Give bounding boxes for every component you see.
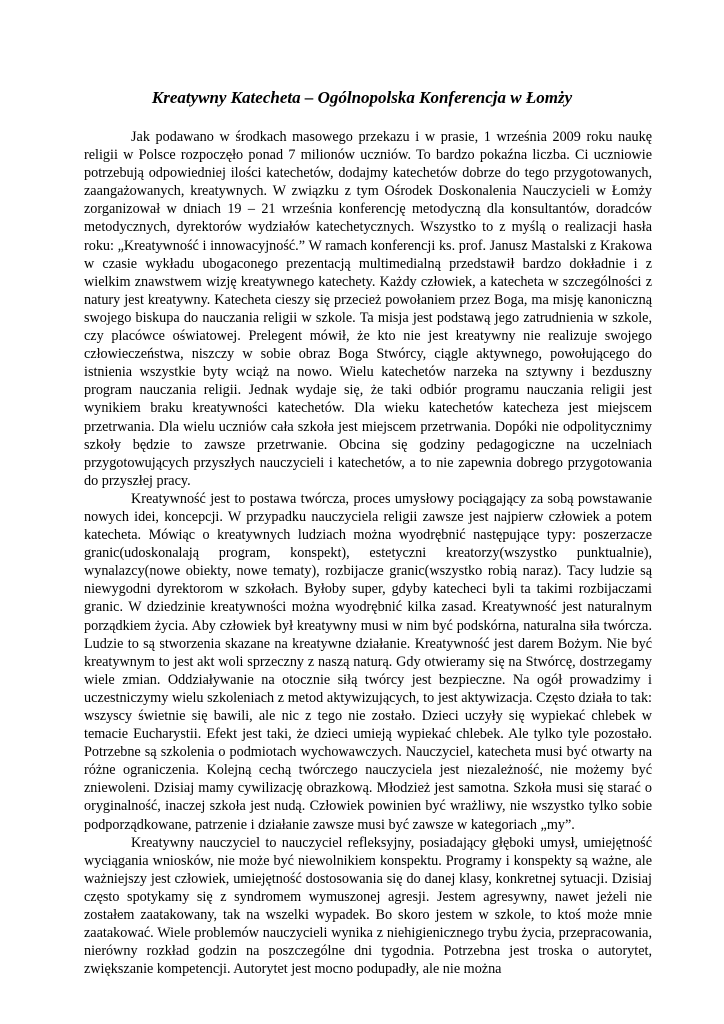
paragraph: Jak podawano w środkach masowego przekazu i w prasie, 1 września 2009 roku naukę religii w Polsce rozpoczęło ponad 7 milionów uczniów. To bardzo pokaźna liczba. Ci uczniowie potrzebują odpowiedniej ilości katechetów, dodajmy katechetów dobrze do tego przygotowanych, zaangażowanych, kreatywnych. W związku z tym Ośrodek Doskonalenia Nauczycieli w Łomży zorganizował w dniach 19 – 21 września konferencję metodyczną dla konsultantów, doradców metodycznych, dyrektorów wydziałów katechetycznych. Wszystko to z myślą o realizacji hasła roku: „Kreatywność i innowacyjność.” W ramach konferencji ks. prof. Janusz Mastalski z Krakowa w czasie wykładu ubogaconego prezentacją multimedialną przedstawił bardzo dokładnie i z wielkim znawstwem wizję kreatywnego katechety. Każdy człowiek, a katecheta w szczególności z natury jest kreatywny. Katecheta cieszy się przecież powołaniem przez Boga, ma misję kanoniczną swojego biskupa do nauczania religii w szkole. Ta misja jest podstawą jego zatrudnienia w szkole, czy placówce oświatowej. Prelegent mówił, że kto nie jest kreatywny nie realizuje swojego człowieczeństwa, niszczy w sobie obraz Boga Stwórcy, ciągle aktywnego, powołującego do istnienia wszystkie byty wciąż na nowo. Wielu katechetów narzeka na sztywny i bezduszny program nauczania religii. Jednak wydaje się, że taki odbiór programu nauczania religii jest wynikiem braku kreatywności katechetów. Dla wieku katechetów katecheza jest miejscem przetrwania. Dla wielu uczniów cała szkoła jest miejscem przetrwania. Dopóki nie odpolitycznimy szkoły będzie to zawsze przetrwanie. Obcina się godziny pedagogiczne na uczelniach przygotowujących przyszłych nauczycieli i katechetów, a to nie zapewnia dobrego przygotowania do przyszłej pracy. [84,129,652,489]
article-body [84,128,652,978]
paragraph: Kreatywność jest to postawa twórcza, proces umysłowy pociągający za sobą powstawanie nowych idei, koncepcji. W przypadku nauczyciela religii zawsze jest najpierw człowiek a potem katecheta. Mówiąc o kreatywnych ludziach można wyodrębnić następujące typy: poszerzacze granic(udoskonalają program, konspekt), estetyczni kreatorzy(wszystko punktualnie), wynalazcy(nowe obiekty, nowe tematy), rozbijacze granic(wszystko robią naraz). Tacy ludzie są niewygodni dyrektorom w szkołach. Byłoby super, gdyby katecheci byli ta takimi rozbijaczami granic. W dziedzinie kreatywności można wyodrębnić kilka zasad. Kreatywność jest naturalnym porządkiem życia. Aby człowiek był kreatywny musi w nim być podskórna, naturalna siła twórcza. Ludzie to są stworzenia skazane na kreatywne działanie. Kreatywność jest darem Bożym. Nie być kreatywnym to jest akt woli sprzeczny z naszą naturą. Gdy otwieramy się na Stwórcę, dostrzegamy wiele zmian. Oddziaływanie na otocznie siłą twórcy jest bezpieczne. Na ogół prowadzimy i uczestniczymy wielu szkoleniach z metod aktywizujących, to jest aktywizacja. Często działa to tak: wszyscy świetnie się bawili, ale nic z tego nie zostało. Dzieci uczyły się wypiekać chlebek w temacie Eucharystii. Efekt jest taki, że dzieci umieją wypiekać chlebek. Ale tylko tyle pozostało. Potrzebne są szkolenia o podmiotach wychowawczych. Nauczyciel, katecheta musi być otwarty na różne ograniczenia. Kolejną cechą twórczego nauczyciela jest niezależność, nie możemy być zniewoleni. Dzisiaj mamy cywilizację obrazkową. Młodzież jest samotna. Szkoła musi się starać o oryginalność, inaczej szkoła jest nudą. Człowiek powinien być wrażliwy, nie wszystko tylko sobie podporządkowane, patrzenie i działanie zawsze musi być zawsze w kategoriach „my”. [84,490,652,833]
page-title: Kreatywny Katecheta – Ogólnopolska Konferencja w Łomży [151,88,573,107]
paragraph: Kreatywny nauczyciel to nauczyciel refleksyjny, posiadający głęboki umysł, umiejętność wyciągania wniosków, nie może być niewolnikiem konspektu. Programy i konspekty są ważne, ale ważniejszy jest człowiek, umiejętność dostosowania się do danej klasy, konkretnej sytuacji. Dzisiaj często spotykamy się z syndromem wymuszonej agresji. Jestem agresywny, nawet jeżeli nie zostałem zaatakowany, tak na wszelki wypadek. Bo skoro jestem w szkole, to ktoś może mnie zaatakować. Wiele problemów nauczycieli wynika z niehigienicznego trybu życia, przepracowania, nierówny rozkład godzin na poszczególne dni tygodnia. Potrzebna jest troska o autorytet, zwiększanie kompetencji. Autorytet jest mocno podupadły, ale nie można [84,834,652,978]
